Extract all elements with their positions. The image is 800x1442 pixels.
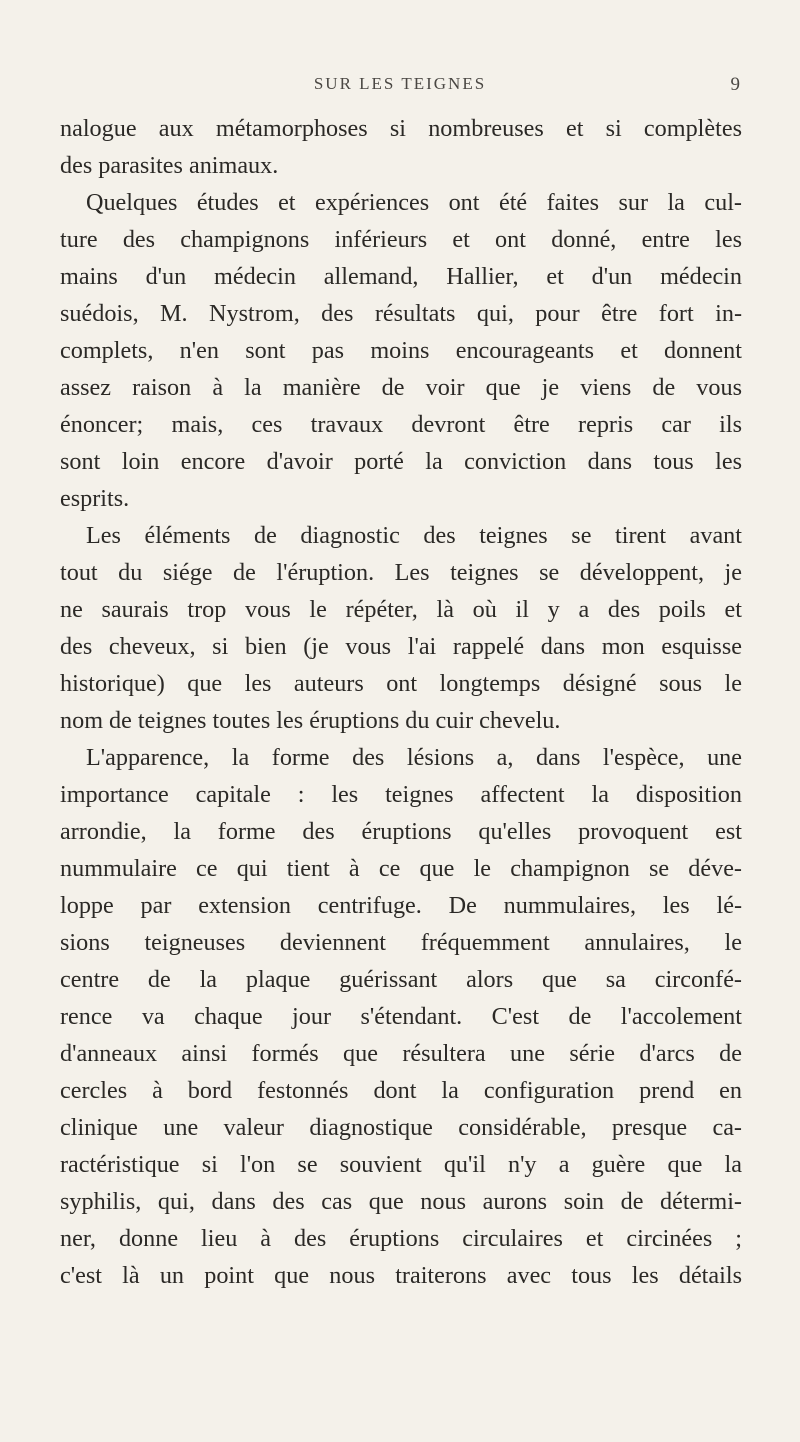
text-line: ner, donne lieu à des éruptions circulaires et circinées ; bbox=[60, 1225, 742, 1252]
body-text bbox=[60, 110, 742, 1294]
text-line: esprits. bbox=[60, 485, 130, 512]
text-line: Quelques études et expériences ont été faites sur la cul- bbox=[86, 189, 742, 216]
text-line: énoncer; mais, ces travaux devront être repris car ils bbox=[60, 411, 742, 438]
text-line: syphilis, qui, dans des cas que nous aurons soin de détermi- bbox=[60, 1188, 742, 1215]
text-line: ractéristique si l'on se souvient qu'il n'y a guère que la bbox=[60, 1151, 742, 1178]
text-line: tout du siége de l'éruption. Les teignes se développent, je bbox=[60, 559, 742, 586]
text-line: d'anneaux ainsi formés que résultera une série d'arcs de bbox=[60, 1040, 742, 1067]
text-line: arrondie, la forme des éruptions qu'elles provoquent est bbox=[60, 818, 742, 845]
text-line: assez raison à la manière de voir que je viens de vous bbox=[60, 374, 742, 401]
text-line: c'est là un point que nous traiterons avec tous les détails bbox=[60, 1262, 742, 1289]
text-line: clinique une valeur diagnostique considérable, presque ca- bbox=[60, 1114, 742, 1141]
text-line: complets, n'en sont pas moins encourageants et donnent bbox=[60, 337, 742, 364]
text-line: rence va chaque jour s'étendant. C'est de l'accolement bbox=[60, 1003, 742, 1030]
text-line: historique) que les auteurs ont longtemps désigné sous le bbox=[60, 670, 742, 697]
page-number: 9 bbox=[730, 74, 740, 95]
text-line: L'apparence, la forme des lésions a, dans l'espèce, une bbox=[86, 744, 742, 771]
text-line: loppe par extension centrifuge. De nummulaires, les lé- bbox=[60, 892, 742, 919]
text-line: nalogue aux métamorphoses si nombreuses et si complètes bbox=[60, 115, 742, 142]
text-line: Les éléments de diagnostic des teignes se tirent avant bbox=[86, 522, 742, 549]
text-line: des cheveux, si bien (je vous l'ai rappelé dans mon esquisse bbox=[60, 633, 742, 660]
text-line: ture des champignons inférieurs et ont donné, entre les bbox=[60, 226, 742, 253]
text-line: ne saurais trop vous le répéter, là où il y a des poils et bbox=[60, 596, 742, 623]
text-line: suédois, M. Nystrom, des résultats qui, pour être fort in- bbox=[60, 300, 742, 327]
text-line: nummulaire ce qui tient à ce que le champignon se déve- bbox=[60, 855, 742, 882]
text-line: centre de la plaque guérissant alors que sa circonfé- bbox=[60, 966, 742, 993]
running-title: SUR LES TEIGNES bbox=[313, 74, 487, 93]
text-line: sont loin encore d'avoir porté la conviction dans tous les bbox=[60, 448, 742, 475]
text-line: des parasites animaux. bbox=[60, 152, 279, 179]
text-line: nom de teignes toutes les éruptions du cuir chevelu. bbox=[60, 707, 561, 734]
text-line: cercles à bord festonnés dont la configuration prend en bbox=[60, 1077, 742, 1104]
running-head bbox=[60, 74, 740, 102]
text-line: importance capitale : les teignes affectent la disposition bbox=[60, 781, 742, 808]
text-line: sions teigneuses deviennent fréquemment annulaires, le bbox=[60, 929, 742, 956]
text-line: mains d'un médecin allemand, Hallier, et d'un médecin bbox=[60, 263, 742, 290]
